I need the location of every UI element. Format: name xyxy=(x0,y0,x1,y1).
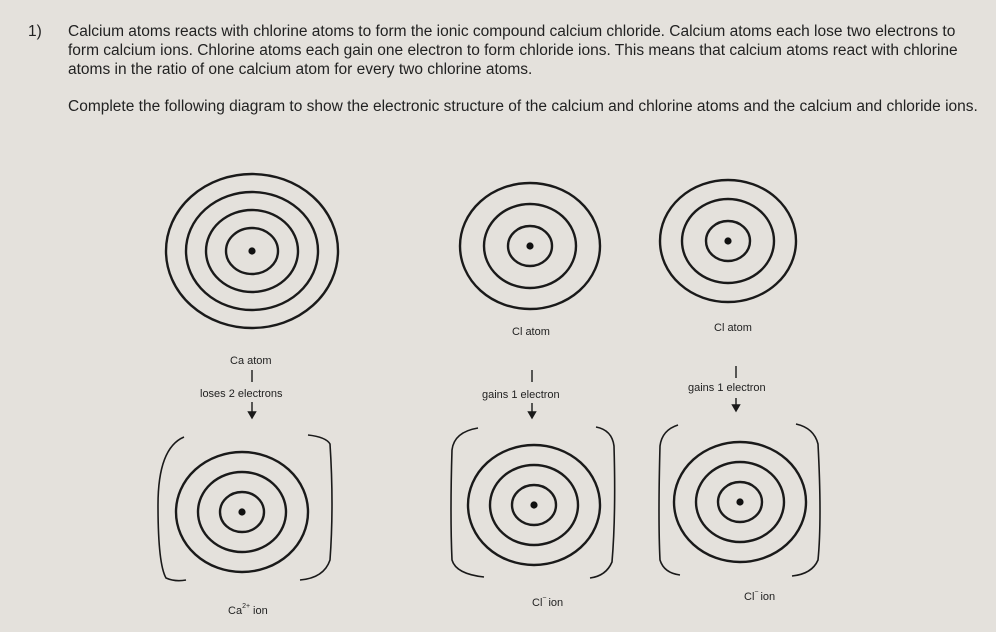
cl-gains-electron-label-1: gains 1 electron xyxy=(482,389,560,401)
ca-ion-word: ion xyxy=(253,605,268,617)
cl-ion-1-charge: − xyxy=(542,595,547,602)
cl-ion-2-word: ion xyxy=(760,591,776,603)
cl-ion-1-word: ion xyxy=(548,597,564,609)
cl-atom-1-label: Cl atom xyxy=(512,326,550,338)
ca-ion-label xyxy=(228,603,268,617)
ca-ion-charge: 2+ xyxy=(242,603,251,610)
cl-atom-1-nucleus xyxy=(526,242,533,249)
cl-ion-1-symbol: Cl xyxy=(532,597,543,609)
cl-ion-2-charge: − xyxy=(754,589,759,596)
question-instruction-paragraph: Complete the following diagram to show the electronic structure of the calcium and chlorine atoms and the calcium and chloride ions. xyxy=(68,98,978,115)
cl-ion-2-label xyxy=(744,589,775,603)
cl-arrow-2-head xyxy=(733,405,740,411)
ca-ion-left-bracket xyxy=(158,437,186,581)
cl-ion-1-right-bracket xyxy=(590,427,615,578)
cl-ion-2-left-bracket xyxy=(659,425,680,575)
cl-ion-2-nucleus xyxy=(736,498,743,505)
cl-ion-1-nucleus xyxy=(530,501,537,508)
question-intro-paragraph: Calcium atoms reacts with chlorine atoms to form the ionic compound calcium chloride. Calcium atoms each lose two electrons to form calcium ions. Chlorine atoms each gain one electron to form chloride ions. This means that calcium atoms react with chlorine atoms in the ratio of one calcium atom for every two chlorine atoms. xyxy=(68,23,958,78)
ca-atom-label: Ca atom xyxy=(230,355,272,367)
cl-atom-2-label: Cl atom xyxy=(714,322,752,334)
question-number: 1) xyxy=(28,23,42,40)
ca-ion-nucleus xyxy=(238,508,245,515)
ca-ion-right-bracket xyxy=(300,435,332,580)
cl-arrow-1-head xyxy=(529,412,536,418)
cl-ion-1-label xyxy=(532,595,563,609)
cl-gains-electron-label-2: gains 1 electron xyxy=(688,382,766,394)
cl-ion-2-symbol: Cl xyxy=(744,591,755,603)
ca-arrow-head xyxy=(249,412,256,418)
ca-atom-nucleus xyxy=(248,247,255,254)
ca-ion-symbol: Ca xyxy=(228,605,243,617)
cl-atom-2-nucleus xyxy=(724,237,731,244)
ca-loses-electrons-label: loses 2 electrons xyxy=(200,388,283,400)
